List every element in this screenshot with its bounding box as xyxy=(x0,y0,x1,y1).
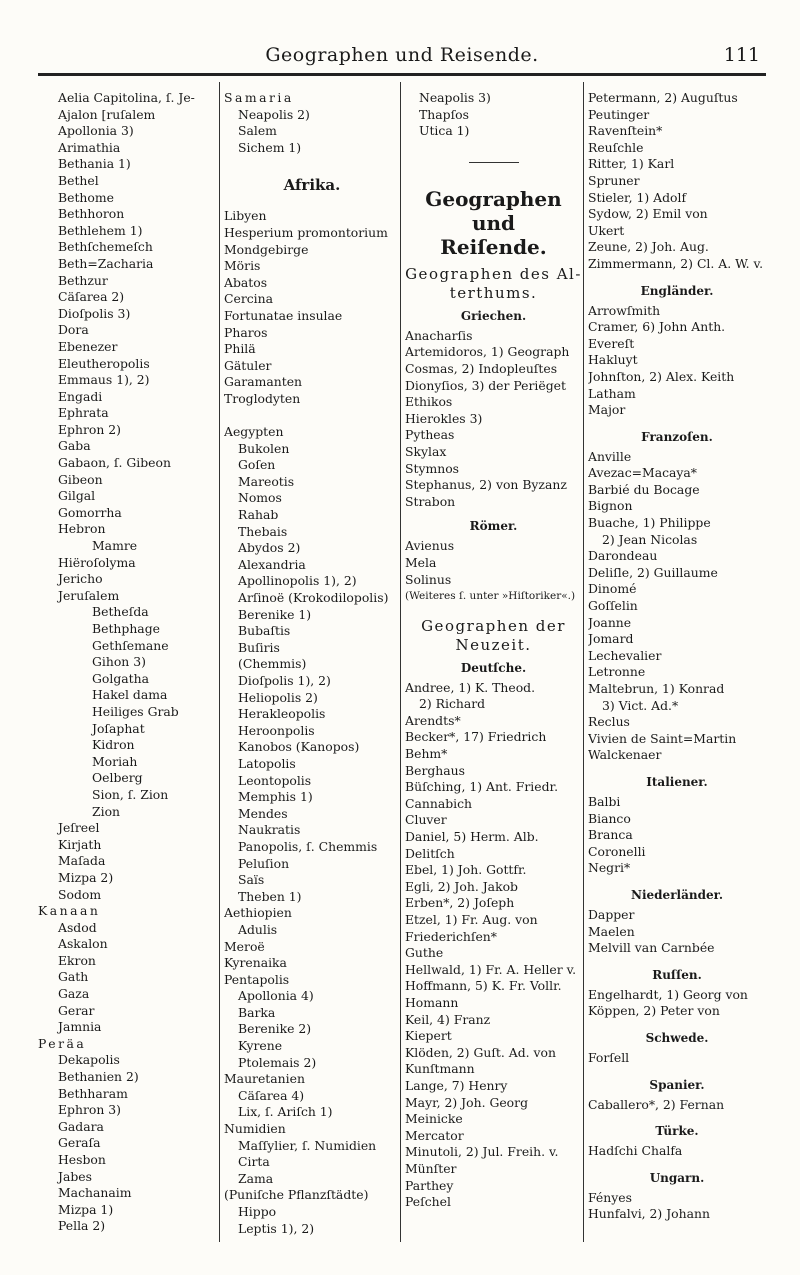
page-number: 111 xyxy=(723,44,760,66)
list-item: Geraſa xyxy=(58,1135,101,1151)
list-item: Cäſarea 4) xyxy=(238,1087,305,1103)
group-list xyxy=(588,303,766,419)
section-separator xyxy=(469,162,519,163)
list-item: Johnſton, 2) Alex. Keith xyxy=(588,368,735,384)
list-item: Ebel, 1) Joh. Gottfr. xyxy=(405,862,527,878)
list-item: Artemidoros, 1) Geograph xyxy=(405,344,570,360)
list-item: Alexandria xyxy=(238,556,306,572)
list-item: Cosmas, 2) Indopleuſtes xyxy=(405,360,558,376)
list-item: Minutoli, 2) Jul. Freih. v. xyxy=(405,1144,559,1160)
list-item: Aegypten xyxy=(224,424,284,440)
list-item: Engadi xyxy=(58,388,103,404)
list-item: Delitſch xyxy=(405,845,455,861)
list-item: Zama xyxy=(238,1170,274,1186)
list-item: Beth=Zacharia xyxy=(58,255,154,271)
running-title: Geographen und Reisende. xyxy=(265,44,539,66)
list-item: Cercina xyxy=(224,291,274,307)
list-item: Mareotis xyxy=(238,473,295,489)
list-item: Maelen xyxy=(588,923,635,939)
list-item: Bianco xyxy=(588,810,631,826)
list-item: Avezac=Macaya* xyxy=(588,465,697,481)
group-list xyxy=(588,449,766,764)
heading-line: Geographen der xyxy=(421,616,566,635)
list-item: Dionyſios, 3) der Periëget xyxy=(405,377,566,393)
list-item: Philä xyxy=(224,341,256,357)
list-item: Behm* xyxy=(405,746,448,762)
list-item: Neapolis 3) xyxy=(419,90,491,105)
list-item: Bethlehem 1) xyxy=(58,222,143,238)
list-item: Latham xyxy=(588,385,636,401)
list-item: Troglodyten xyxy=(224,390,301,406)
list-item: Ritter, 1) Karl xyxy=(588,156,675,172)
group-heading-romans: Römer. xyxy=(469,519,518,534)
list-item: Buache, 1) Philippe xyxy=(588,515,711,531)
list-item: Abydos 2) xyxy=(238,540,301,556)
list-item: Rahab xyxy=(238,507,279,523)
list-item: Ptolemais 2) xyxy=(238,1054,317,1070)
list-germans-continued xyxy=(588,90,766,273)
region-entry: Samaria xyxy=(224,90,294,105)
list-item: Mela xyxy=(405,554,437,570)
list-item: Ephron 2) xyxy=(58,421,121,437)
list-item: Eleutheropolis xyxy=(58,355,150,371)
group-heading: Ungarn. xyxy=(649,1170,705,1185)
list-item xyxy=(224,408,400,425)
group-heading: Franzoſen. xyxy=(641,429,713,444)
list-item: Hakluyt xyxy=(588,352,638,368)
list-item: Münſter xyxy=(405,1160,457,1176)
nationality-groups xyxy=(588,283,766,1223)
list-item: Joſaphat xyxy=(92,720,145,736)
list-item: Ebenezer xyxy=(58,338,118,354)
list-item: Gomorrha xyxy=(58,504,122,520)
list-item: Berghaus xyxy=(405,762,465,778)
list-item: Gaba xyxy=(58,438,91,454)
list-item: Naukratis xyxy=(238,822,301,838)
list-item: Keil, 4) Franz xyxy=(405,1011,491,1027)
list-item: Heliopolis 2) xyxy=(238,689,318,705)
heading-line: Reiſende. xyxy=(440,234,547,259)
list-item: Oelberg xyxy=(92,770,143,786)
cross-reference-note: (Weiteres ſ. unter »Hiſtoriker«.) xyxy=(405,590,576,603)
list-item: Utica 1) xyxy=(419,123,470,139)
list-item: Numidien xyxy=(224,1121,286,1137)
heading-line: Geographen und xyxy=(425,186,562,235)
list-item: Bubaſtis xyxy=(238,623,291,639)
column-divider xyxy=(583,82,584,1242)
list-item: Lange, 7) Henry xyxy=(405,1077,508,1093)
list-item: Gethſemane xyxy=(92,637,169,653)
list-item: Barka xyxy=(238,1004,276,1020)
list-item: Goſen xyxy=(238,457,276,473)
heading-line: Neuzeit. xyxy=(455,635,532,654)
list-item: Hebron xyxy=(58,521,106,537)
subheading-modern xyxy=(405,617,582,655)
list-item: Libyen xyxy=(224,208,267,224)
list-item: Spruner xyxy=(588,172,640,188)
list-item: Lix, ſ. Ariſch 1) xyxy=(238,1104,333,1120)
list-item: Anacharſis xyxy=(405,327,473,343)
list-item: Sichem 1) xyxy=(238,139,302,155)
list-item: Deliſle, 2) Guillaume xyxy=(588,564,718,580)
list-item: Major xyxy=(588,402,626,418)
list-item: Apollonia 3) xyxy=(58,123,134,139)
list-item: Theben 1) xyxy=(238,888,302,904)
page-header xyxy=(38,40,766,70)
group-list xyxy=(588,987,766,1020)
list-item: Stephanus, 2) von Byzanz xyxy=(405,477,567,493)
list-item: Cramer, 6) John Anth. xyxy=(588,319,726,335)
list-item: Gilgal xyxy=(58,488,96,504)
list-item: Letronne xyxy=(588,664,646,680)
list-item: Gibeon xyxy=(58,471,103,487)
list-item: 2) Jean Nicolas xyxy=(602,531,698,547)
list-item: Cluver xyxy=(405,812,447,828)
list-item: Leontopolis xyxy=(238,772,312,788)
list-item: Anville xyxy=(588,448,632,464)
list-item: Egli, 2) Joh. Jakob xyxy=(405,878,518,894)
list-item: Gerar xyxy=(58,1002,95,1018)
list-item: Branca xyxy=(588,827,633,843)
list-item: Cirta xyxy=(238,1154,270,1170)
list-item: Thapſos xyxy=(419,106,469,122)
list-item: Bethhoron xyxy=(58,206,125,222)
list-item: Darondeau xyxy=(588,548,658,564)
section-heading-africa: Afrika. xyxy=(283,176,341,195)
group-list xyxy=(588,1143,766,1160)
list-item: Joanne xyxy=(588,614,632,630)
list-item: Bethel xyxy=(58,172,99,188)
list-item: Skylax xyxy=(405,443,447,459)
column-2 xyxy=(224,90,400,1237)
list-item: Gaza xyxy=(58,986,90,1002)
place-list-punic xyxy=(405,90,582,140)
list-item: Coronelli xyxy=(588,843,646,859)
list-item: Berenike 2) xyxy=(238,1021,312,1037)
list-item: Avienus xyxy=(405,538,455,554)
column-1 xyxy=(38,90,218,1235)
list-item: Gätuler xyxy=(224,357,272,373)
list-item: Gath xyxy=(58,969,89,985)
list-item: Klöden, 2) Guſt. Ad. von xyxy=(405,1044,556,1060)
column-4 xyxy=(588,90,766,1223)
list-item: Machanaim xyxy=(58,1185,132,1201)
group-list xyxy=(588,907,766,957)
column-divider xyxy=(219,82,220,1242)
list-item: Fényes xyxy=(588,1189,632,1205)
place-list-samaria xyxy=(224,90,400,156)
group-heading: Schwede. xyxy=(645,1030,709,1045)
group-list xyxy=(588,1097,766,1114)
list-item: Fortunatae insulae xyxy=(224,307,343,323)
list-item: Hierokles 3) xyxy=(405,410,483,426)
list-item: Buſiris xyxy=(238,639,280,655)
list-item: Reclus xyxy=(588,714,630,730)
column-3 xyxy=(405,90,582,1211)
list-item: Pentapolis xyxy=(224,971,290,987)
list-item: Moriah xyxy=(92,753,138,769)
list-item: Peluſion xyxy=(238,855,290,871)
list-item: Möris xyxy=(224,258,261,274)
list-item: Aethiopien xyxy=(224,905,292,921)
list-item: Reuſchle xyxy=(588,139,644,155)
heading-line: terthums. xyxy=(449,283,538,302)
list-item: Hiëroſolyma xyxy=(58,554,136,570)
list-item: Ephron 3) xyxy=(58,1102,121,1118)
list-item: Arendts* xyxy=(405,712,461,728)
list-item: Hakel dama xyxy=(92,687,168,703)
list-item: Bethome xyxy=(58,189,114,205)
list-item: Jamnia xyxy=(58,1019,102,1035)
list-item: Nomos xyxy=(238,490,282,506)
list-item: Hesbon xyxy=(58,1152,106,1167)
list-item: Gadara xyxy=(58,1118,104,1134)
list-item: Köppen, 2) Peter von xyxy=(588,1003,720,1019)
list-item: Dora xyxy=(58,322,89,338)
list-item: Maltebrun, 1) Konrad xyxy=(588,681,725,696)
list-item: Kidron xyxy=(92,737,135,753)
list-item: Jeruſalem xyxy=(58,587,120,603)
list-item: Dekapolis xyxy=(58,1052,120,1068)
list-item: Maſſylier, ſ. Numidien xyxy=(238,1137,377,1153)
list-item: Neapolis 2) xyxy=(238,106,310,122)
group-heading: Ruſſen. xyxy=(652,967,702,982)
list-item: Engelhardt, 1) Georg von xyxy=(588,986,748,1002)
section-heading-geographers xyxy=(405,187,582,259)
list-item: Melvill van Carnbée xyxy=(588,940,715,956)
list-item: Andree, 1) K. Theod. xyxy=(405,679,536,695)
list-item: Dioſpolis 3) xyxy=(58,305,131,321)
list-item: Meroë xyxy=(224,938,265,954)
list-item: Balbi xyxy=(588,793,621,809)
group-list xyxy=(588,794,766,877)
list-item: (Puniſche Pflanzſtädte) xyxy=(224,1187,369,1203)
list-item: Jeſreel xyxy=(58,820,100,836)
group-heading: Niederländer. xyxy=(631,887,723,902)
list-item: Ephrata xyxy=(58,405,109,421)
list-greeks xyxy=(405,328,582,511)
heading-line: Geographen des Al- xyxy=(405,264,582,283)
list-item: Arſinoë (Krokodilopolis) xyxy=(238,590,389,606)
list-item: Meinicke xyxy=(405,1111,463,1127)
list-item: Heroonpolis xyxy=(238,722,315,738)
group-heading: Spanier. xyxy=(649,1077,705,1092)
list-item: Bethanien 2) xyxy=(58,1069,139,1085)
list-item: Kiepert xyxy=(405,1028,452,1044)
list-item: Mondgebirge xyxy=(224,241,309,257)
list-item: Panopolis, ſ. Chemmis xyxy=(238,838,378,854)
list-item: Golgatha xyxy=(92,670,149,686)
list-item: Forſell xyxy=(588,1049,630,1065)
list-item: Büſching, 1) Ant. Friedr. xyxy=(405,779,559,795)
list-item: Solinus xyxy=(405,571,452,587)
list-item: Walckenaer xyxy=(588,747,662,763)
list-item: Ravenſtein* xyxy=(588,123,663,139)
list-item: Gihon 3) xyxy=(92,654,146,670)
list-item: Leptis 1), 2) xyxy=(238,1220,315,1236)
list-item: Heiliges Grab xyxy=(92,703,179,719)
list-item: Salem xyxy=(238,123,277,139)
list-item: Emmaus 1), 2) xyxy=(58,372,150,388)
list-item: Arrowſmith xyxy=(588,302,661,318)
list-item: Evereſt xyxy=(588,335,635,351)
list-item: Bukolen xyxy=(238,440,290,456)
group-heading: Türke. xyxy=(655,1124,699,1139)
list-item: Etzel, 1) Fr. Aug. von xyxy=(405,912,538,927)
list-item: Strabon xyxy=(405,493,456,509)
list-item: Bethharam xyxy=(58,1085,128,1101)
list-item: Arimathia xyxy=(58,139,121,155)
list-item: Kyrenaika xyxy=(224,955,287,971)
list-item: Caballero*, 2) Fernan xyxy=(588,1096,725,1112)
list-item: Kirjath xyxy=(58,836,102,852)
list-item: Pytheas xyxy=(405,427,455,443)
list-item: Betheſda xyxy=(92,604,149,620)
list-item: Berenike 1) xyxy=(238,606,312,622)
list-item: Mizpa 2) xyxy=(58,869,114,885)
list-item: Maſada xyxy=(58,853,106,869)
list-item: 2) Richard xyxy=(419,696,486,712)
list-item: Dioſpolis 1), 2) xyxy=(238,673,331,688)
list-item: 3) Vict. Ad.* xyxy=(602,697,679,713)
list-item: Erben*, 2) Joſeph xyxy=(405,895,515,911)
column-divider xyxy=(400,82,401,1242)
list-item: Memphis 1) xyxy=(238,789,313,805)
list-item: Bethſchemeſch xyxy=(58,239,153,255)
list-item: Pharos xyxy=(224,324,268,340)
list-item: Mamre xyxy=(92,538,138,554)
list-item: Aelia Capitolina, ſ. Je- xyxy=(58,90,195,105)
list-item: Hadſchi Chalfa xyxy=(588,1143,683,1159)
list-item: Saïs xyxy=(238,872,265,888)
list-item: Mendes xyxy=(238,805,288,821)
list-item: Cannabich xyxy=(405,795,473,811)
list-item: Dapper xyxy=(588,906,635,922)
list-item: Stieler, 1) Adolf xyxy=(588,189,687,205)
list-item: Parthey xyxy=(405,1177,454,1193)
list-item: Daniel, 5) Herm. Alb. xyxy=(405,829,539,845)
subheading-ancient xyxy=(405,265,582,303)
list-germans xyxy=(405,680,582,1211)
list-item: Apollonia 4) xyxy=(238,988,314,1004)
list-item: Cäſarea 2) xyxy=(58,289,125,305)
list-item: Negri* xyxy=(588,860,631,876)
list-item: Adulis xyxy=(238,921,278,937)
list-item: Zimmermann, 2) Cl. A. W. v. xyxy=(588,255,764,271)
list-item: Asdod xyxy=(58,919,97,935)
list-item: Thebais xyxy=(238,523,288,539)
list-item: Bethphage xyxy=(92,621,160,636)
list-item: Latopolis xyxy=(238,755,296,771)
list-item: Vivien de Saint=Martin xyxy=(588,730,737,746)
list-item: Gabaon, ſ. Gibeon xyxy=(58,455,171,471)
list-item: Kunſtmann xyxy=(405,1061,475,1077)
list-item: Pella 2) xyxy=(58,1218,106,1234)
list-item: Apollinopolis 1), 2) xyxy=(238,573,357,589)
list-item: Dinomé xyxy=(588,581,637,597)
group-heading: Italiener. xyxy=(646,774,708,789)
group-list xyxy=(588,1190,766,1223)
list-item: Sodom xyxy=(58,886,102,902)
list-item: Kyrene xyxy=(238,1038,283,1054)
list-item: Mauretanien xyxy=(224,1071,305,1087)
list-item: Becker*, 17) Friedrich xyxy=(405,729,547,745)
list-item: Herakleopolis xyxy=(238,706,326,722)
list-item: Hesperium promontorium xyxy=(224,224,388,240)
list-item: Abatos xyxy=(224,274,268,290)
list-item: Ajalon [ruſalem xyxy=(58,106,156,122)
group-heading-greeks: Griechen. xyxy=(460,308,527,323)
place-list-palestine xyxy=(38,90,218,1235)
list-item: Sion, ſ. Zion xyxy=(92,786,169,802)
list-item: Lechevalier xyxy=(588,647,662,663)
list-item: (Chemmis) xyxy=(238,656,307,672)
region-entry: Kanaan xyxy=(38,903,101,919)
list-item: Mizpa 1) xyxy=(58,1201,114,1217)
list-item: Zion xyxy=(92,803,121,819)
list-item: Homann xyxy=(405,994,459,1010)
list-item: Jomard xyxy=(588,631,634,647)
list-item: Bethzur xyxy=(58,272,108,288)
list-item: Sydow, 2) Emil von xyxy=(588,206,708,222)
list-item: Hoffmann, 5) K. Fr. Vollr. xyxy=(405,978,562,994)
list-item: Kanobos (Kanopos) xyxy=(238,739,360,755)
list-item: Bethania 1) xyxy=(58,156,131,172)
list-item: Petermann, 2) Auguſtus xyxy=(588,90,738,105)
list-item: Jericho xyxy=(58,571,103,587)
list-item: Garamanten xyxy=(224,374,303,390)
list-item: Stymnos xyxy=(405,460,460,476)
list-item: Mayr, 2) Joh. Georg xyxy=(405,1094,528,1110)
list-item: Peſchel xyxy=(405,1194,451,1210)
list-item: Hellwald, 1) Fr. A. Heller v. xyxy=(405,961,577,977)
group-heading: Engländer. xyxy=(640,283,714,298)
group-list xyxy=(588,1050,766,1067)
list-item: Ekron xyxy=(58,952,96,968)
list-item: Mercator xyxy=(405,1127,464,1143)
list-item: Bignon xyxy=(588,498,633,514)
list-item: Guthe xyxy=(405,945,444,961)
list-item: Ethikos xyxy=(405,394,453,410)
list-item: Zeune, 2) Joh. Aug. xyxy=(588,239,709,255)
list-item: Hunfalvi, 2) Johann xyxy=(588,1206,710,1222)
list-item: Peutinger xyxy=(588,106,650,122)
list-item: Hippo xyxy=(238,1204,277,1219)
place-list-africa xyxy=(224,208,400,1237)
list-item: Barbié du Bocage xyxy=(588,481,700,497)
list-romans xyxy=(405,538,582,588)
list-item: Ukert xyxy=(588,222,625,238)
list-item: Friederichſen* xyxy=(405,928,497,944)
group-heading-germans: Deutſche. xyxy=(460,660,527,675)
list-item: Goſſelin xyxy=(588,598,638,614)
header-rule xyxy=(38,73,766,76)
list-item: Jabes xyxy=(58,1168,92,1184)
list-item: Askalon xyxy=(58,936,108,952)
region-entry: Peräa xyxy=(38,1035,87,1051)
